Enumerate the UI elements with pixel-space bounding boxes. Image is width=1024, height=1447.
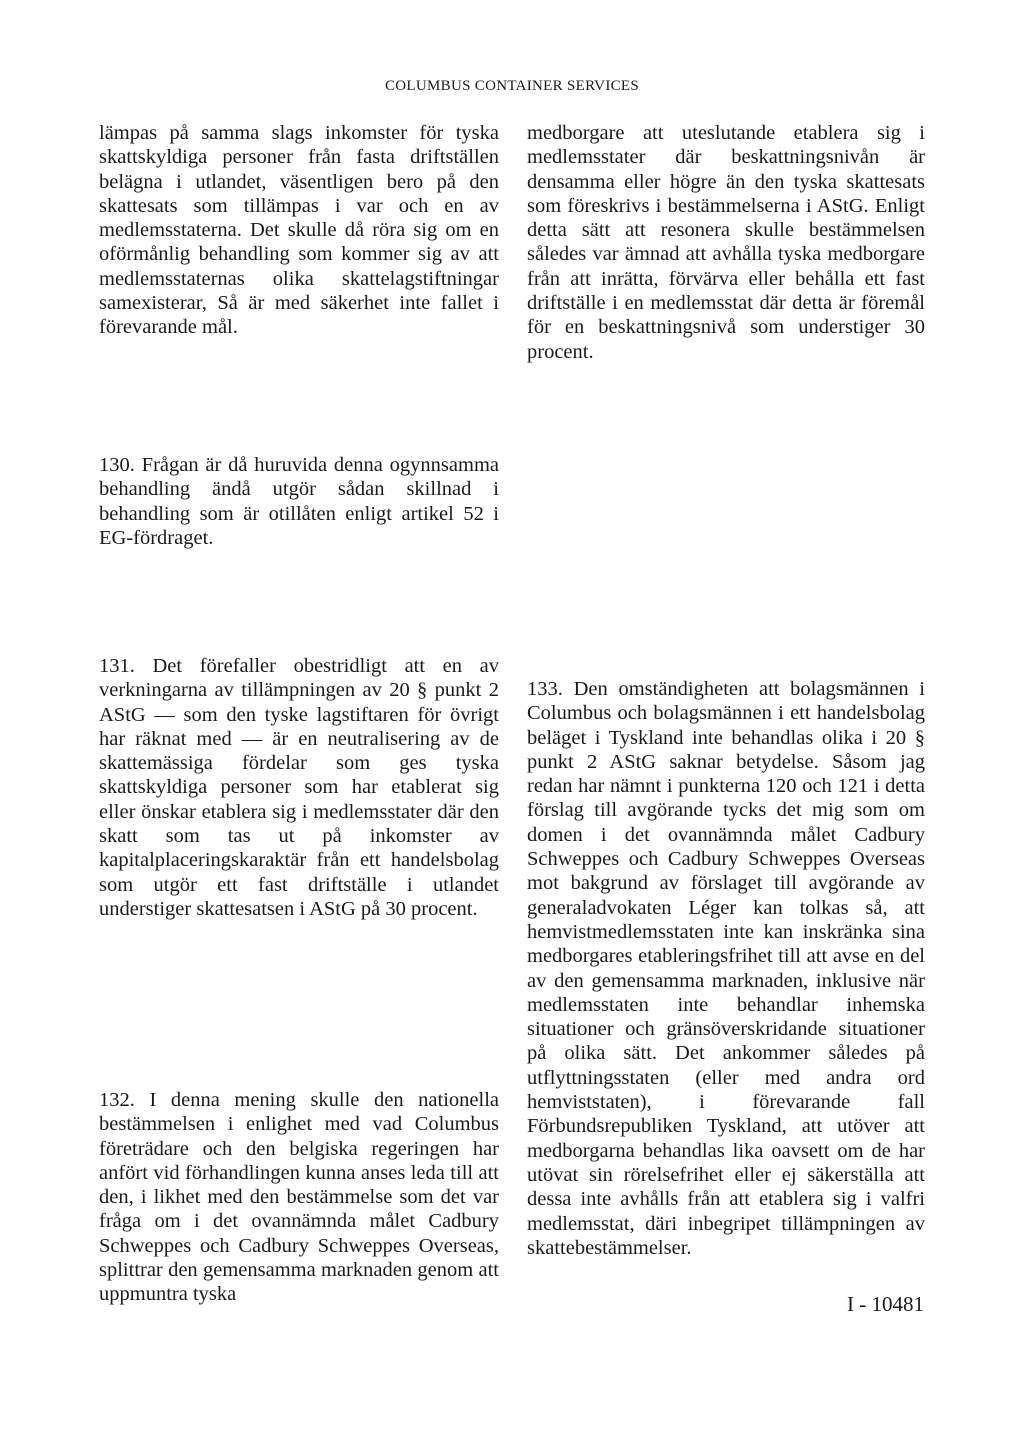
paragraph-131: 131. Det förefaller obestridligt att en av verkningarna av tillämpningen av 20 § punkt 2 AStG — som den tyske lagstiftaren för övrigt har räknat med — är en neutralisering av de skattemässiga fördelar som ges tyska skattskyldiga personer som har etablerat sig eller önskar etablera sig i medlemsstater där den skatt som tas ut på inkomster av kapitalplaceringskaraktär från ett handelsbolag som utgör ett fast driftställe i utlandet understiger skattesatsen i AStG på 30 procent. — [99, 655, 499, 920]
paragraph-continuation-left: lämpas på samma slags inkomster för tyska skattskyldiga personer från fasta driftställen belägna i utlandet, väsentligen bero på den skattesats som tillämpas i var och en av medlemsstaterna. Det skulle då röra sig om en oförmånlig behandling som kommer sig av att medlemsstaternas olika skattelagstiftningar samexisterar, Så är med säkerhet inte fallet i förevarande mål. — [99, 122, 499, 339]
running-header: COLUMBUS CONTAINER SERVICES — [384, 78, 640, 94]
paragraph-130: 130. Frågan är då huruvida denna ogynnsamma behandling ändå utgör sådan skillnad i behandling som är otillåten enligt artikel 52 i EG-fördraget. — [99, 454, 499, 549]
paragraph-continuation-right: medborgare att uteslutande etablera sig i medlemsstater där beskattningsnivån är densamma eller högre än den tyska skattesats som föreskrivs i bestämmelserna i AStG. Enligt detta sätt att resonera skulle bestämmelsen således var ämnad att avhålla tyska medborgare från att inrätta, förvärva eller behålla ett fast driftställe i en medlemsstat där detta är föremål för en beskattningsnivå som understiger 30 procent. — [527, 122, 925, 363]
paragraph-133: 133. Den omständigheten att bolagsmännen i Columbus och bolagsmännen i ett handelsbolag beläget i Tyskland inte behandlas olika i 20 § punkt 2 AStG saknar betydelse. Såsom jag redan har nämnt i punkterna 120 och 121 i detta förslag till avgörande tycks det mig som om domen i det ovannämnda målet Cadbury Schweppes och Cadbury Schweppes Overseas mot bakgrund av förslaget till avgörande av generaladvokaten Léger kan tolkas så, att hemvistmedlemsstaten inte kan inskränka sina medborgares etableringsfrihet till att avse en del av den gemensamma marknaden, inklusive när medlemsstaten inte behandlar inhemska situationer och gränsöverskridande situationer på olika sätt. Det ankommer således på utflyttningsstaten (eller med andra ord hemviststaten), i förevarande fall Förbundsrepubliken Tyskland, att utöver att medborgarna behandlas lika oavsett om de har utövat sin rörelsefrihet eller ej säkerställa att dessa inte avhålls från att etablera sig i valfri medlemsstat, däri inbegripet tillämpningen av skattebestämmelser. — [527, 678, 925, 1259]
paragraph-132: 132. I denna mening skulle den nationella bestämmelsen i enlighet med vad Columbus företrädare och den belgiska regeringen har anfört vid förhandlingen kunna anses leda till att den, i likhet med den bestämmelse som det var fråga om i det ovannämnda målet Cadbury Schweppes och Cadbury Schweppes Overseas, splittrar den gemensamma marknaden genom att uppmuntra tyska — [99, 1089, 499, 1306]
page-number: I - 10481 — [847, 1292, 924, 1316]
